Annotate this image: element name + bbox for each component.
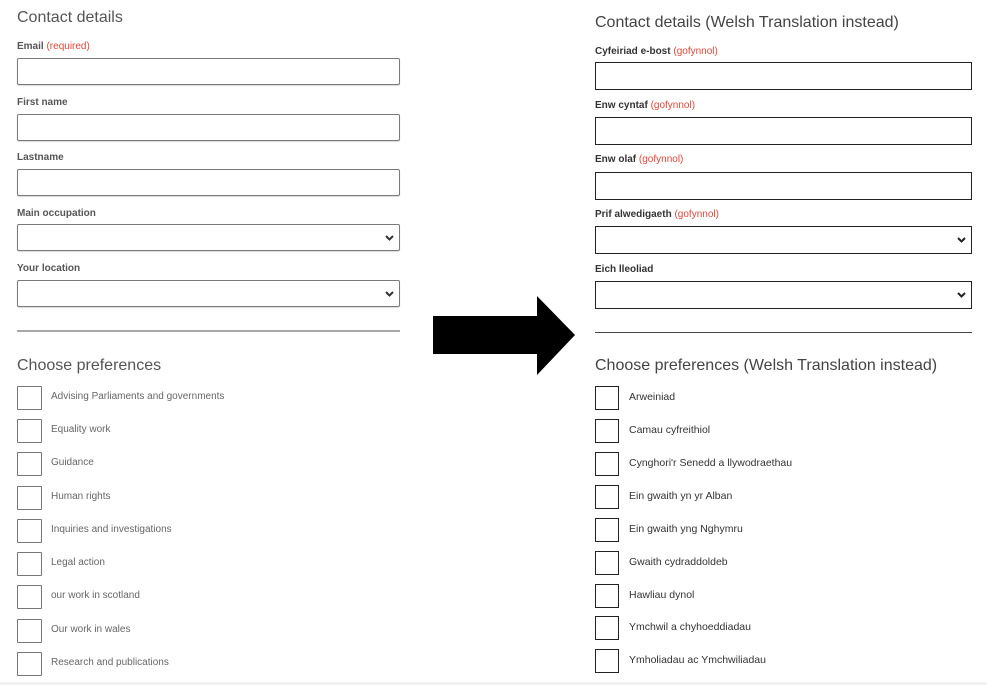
required-marker: (gofynnol) — [674, 209, 719, 220]
checkbox[interactable] — [595, 452, 619, 476]
right-arrow-icon — [433, 296, 575, 375]
checkbox-label: Equality work — [51, 424, 111, 435]
first-name-input-welsh[interactable] — [595, 117, 972, 145]
checkbox[interactable] — [17, 452, 42, 476]
checkbox-label: Ymholiadau ac Ymchwiliadau — [629, 654, 766, 666]
required-marker: (required) — [46, 41, 90, 52]
main-occupation-select-welsh[interactable] — [595, 226, 972, 254]
checkbox-label: Inquiries and investigations — [51, 524, 172, 535]
email-input-welsh[interactable] — [595, 62, 972, 90]
checkbox-label: Cynghori'r Senedd a llywodraethau — [629, 457, 793, 469]
checkbox[interactable] — [17, 585, 42, 609]
lastname-label: Lastname — [17, 152, 64, 163]
first-name-input[interactable] — [17, 114, 400, 141]
last-name-label-welsh: Enw olaf (gofynnol) — [595, 154, 684, 165]
checkbox-label: Advising Parliaments and governments — [51, 391, 225, 402]
checkbox[interactable] — [17, 386, 42, 410]
main-occupation-select[interactable] — [17, 224, 400, 251]
required-marker: (gofynnol) — [650, 100, 696, 111]
email-label: Email (required) — [17, 41, 90, 52]
contact-details-heading: Contact details — [17, 9, 123, 26]
main-occupation-label: Main occupation — [17, 208, 96, 219]
checkbox[interactable] — [595, 584, 619, 608]
contact-details-heading-welsh: Contact details (Welsh Translation instead) — [595, 14, 899, 31]
required-marker: (gofynnol) — [673, 46, 718, 57]
chevron-down-icon — [957, 292, 966, 298]
checkbox-label: Legal action — [51, 557, 105, 568]
first-name-label-welsh: Enw cyntaf (gofynnol) — [595, 100, 696, 111]
location-select-welsh[interactable] — [595, 281, 972, 309]
checkbox-label: our work in scotland — [51, 590, 140, 601]
required-marker: (gofynnol) — [638, 154, 684, 165]
chevron-down-icon — [957, 237, 966, 243]
checkbox-label: Camau cyfreithiol — [629, 424, 711, 436]
checkbox[interactable] — [17, 552, 42, 576]
checkbox[interactable] — [595, 649, 619, 673]
checkbox[interactable] — [17, 519, 42, 543]
checkbox-label: Arweiniad — [629, 391, 676, 403]
checkbox[interactable] — [17, 619, 42, 643]
last-name-input-welsh[interactable] — [595, 172, 972, 200]
email-label-welsh: Cyfeiriad e-bost (gofynnol) — [595, 46, 718, 57]
choose-preferences-heading-welsh: Choose preferences (Welsh Translation instead) — [595, 357, 938, 374]
checkbox[interactable] — [595, 518, 619, 542]
lastname-input[interactable] — [17, 169, 400, 196]
location-label-welsh: Eich lleoliad — [595, 264, 654, 275]
checkbox-label: Research and publications — [51, 657, 169, 668]
checkbox-label: Ein gwaith yn yr Alban — [629, 490, 733, 502]
checkbox-label: Human rights — [51, 491, 111, 502]
checkbox-label: Ymchwil a chyhoeddiadau — [629, 621, 751, 633]
section-divider — [17, 330, 400, 332]
checkbox[interactable] — [595, 616, 619, 640]
checkbox[interactable] — [595, 419, 619, 443]
checkbox-label: Guidance — [51, 457, 94, 468]
checkbox-label: Our work in wales — [51, 624, 131, 635]
section-divider — [595, 332, 972, 333]
chevron-down-icon — [385, 235, 394, 241]
your-location-label: Your location — [17, 263, 81, 274]
your-location-select[interactable] — [17, 280, 400, 307]
main-occupation-label-welsh: Prif alwedigaeth (gofynnol) — [595, 209, 719, 220]
checkbox-label: Hawliau dynol — [629, 589, 695, 601]
checkbox[interactable] — [17, 419, 42, 443]
first-name-label: First name — [17, 97, 68, 108]
choose-preferences-heading: Choose preferences — [17, 357, 162, 374]
email-input[interactable] — [17, 58, 400, 85]
checkbox[interactable] — [595, 485, 619, 509]
checkbox[interactable] — [595, 386, 619, 410]
checkbox[interactable] — [17, 486, 42, 510]
chevron-down-icon — [385, 291, 394, 297]
checkbox[interactable] — [595, 551, 619, 575]
checkbox[interactable] — [17, 652, 42, 676]
checkbox-label: Ein gwaith yng Nghymru — [629, 523, 743, 535]
checkbox-label: Gwaith cydraddoldeb — [629, 556, 728, 568]
